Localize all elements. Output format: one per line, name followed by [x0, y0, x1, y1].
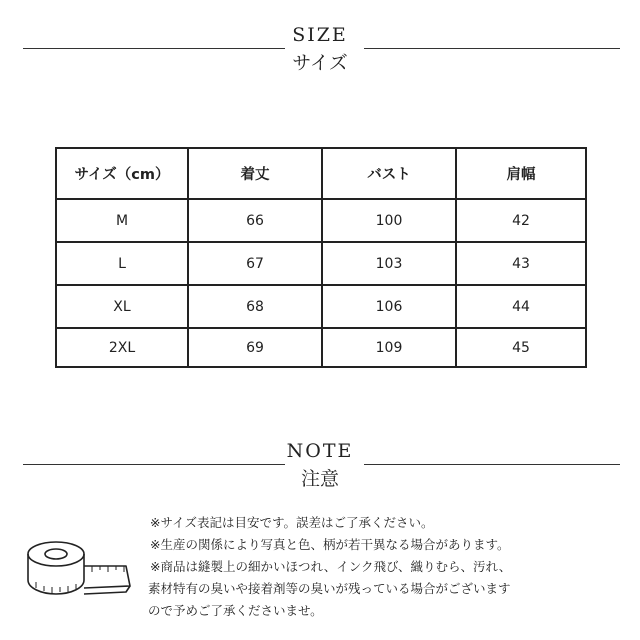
table-cell: 69 [246, 339, 264, 356]
tape-measure-icon [22, 536, 134, 606]
table-cell: XL [113, 298, 131, 315]
table-cell: 68 [246, 298, 264, 315]
table-cell: 44 [512, 298, 530, 315]
note-line: ※商品は縫製上の細かいほつれ、インク飛び、織りむら、汚れ、 [150, 559, 512, 574]
table-header-cell: 着丈 [240, 167, 270, 183]
table-header-cell: バスト [367, 167, 411, 183]
table-header-cell: 肩幅 [506, 167, 536, 183]
table-row [57, 329, 585, 366]
size-table [55, 147, 587, 368]
size-title-ja: サイズ [292, 52, 348, 74]
table-row [57, 200, 585, 241]
size-title-en: SIZE [292, 24, 348, 46]
table-cell: 45 [512, 339, 530, 356]
table-cell: M [115, 212, 129, 229]
note-title-en: NOTE [286, 440, 354, 462]
note-line: ので予めご了承くださいませ。 [148, 603, 323, 618]
table-cell: 42 [512, 212, 530, 229]
note-line: 素材特有の臭いや接着剤等の臭いが残っている場合がございます [148, 581, 511, 596]
table-cell: 2XL [108, 339, 136, 356]
table-cell: L [118, 255, 126, 272]
table-cell: 106 [375, 298, 403, 315]
table-cell: 43 [512, 255, 530, 272]
table-cell: 67 [246, 255, 264, 272]
table-cell: 103 [375, 255, 403, 272]
note-line: ※サイズ表記は目安です。誤差はご了承ください。 [150, 515, 434, 530]
table-header-cell: サイズ（cm） [74, 167, 170, 183]
table-row [57, 286, 585, 327]
table-row [57, 243, 585, 284]
table-cell: 109 [375, 339, 403, 356]
table-cell: 100 [375, 212, 403, 229]
table-cell: 66 [246, 212, 264, 229]
note-line: ※生産の関係により写真と色、柄が若干異なる場合があります。 [150, 537, 510, 552]
note-text [150, 512, 630, 622]
note-title-ja: 注意 [300, 468, 339, 490]
table-header-row [57, 149, 585, 198]
